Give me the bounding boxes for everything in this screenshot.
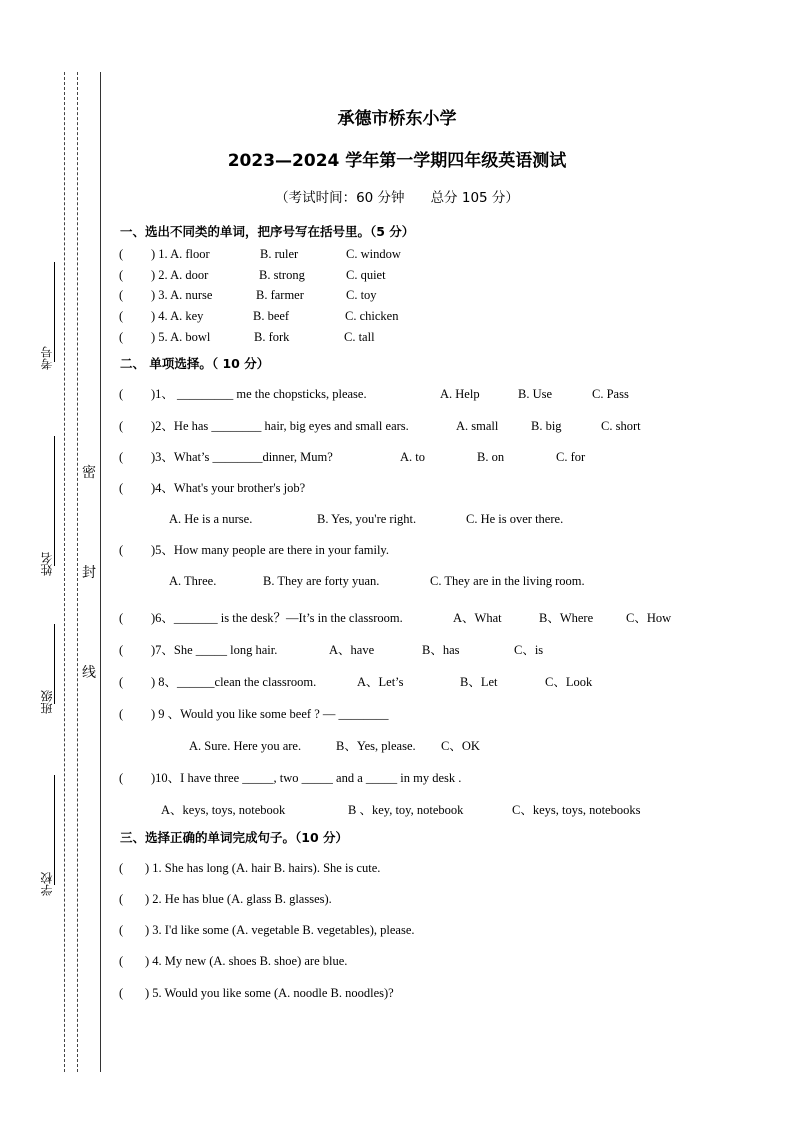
option-c: C. for (556, 450, 586, 464)
question-text: )7、She _____ long hair. (151, 643, 278, 657)
option-a: A、keys, toys, notebook (161, 803, 286, 817)
part3-heading: 三、选择正确的单词完成句子。（10 分） (120, 830, 348, 845)
option-c: C、OK (441, 739, 480, 753)
option-b: B. ruler (260, 247, 299, 261)
option-a: A. Sure. Here you are. (189, 739, 302, 753)
class-label: 班级 (40, 690, 54, 714)
option-a: A. He is a nurse. (169, 512, 253, 526)
name-label: 姓名 (40, 552, 54, 576)
exam-number-label: 考号 (40, 346, 54, 370)
option-b: B、has (422, 643, 460, 657)
seal-char-xian: 线 (82, 665, 96, 681)
question-text: ) 2. A. door (151, 268, 209, 282)
answer-bracket[interactable]: ( (119, 481, 124, 495)
option-a: A. Help (440, 387, 480, 401)
answer-bracket[interactable]: ( (119, 247, 124, 261)
exam-title: 2023—2024 学年第一学期四年级英语测试 (227, 151, 567, 171)
question-text: ) 1. She has long (A. hair B. hairs). She is cute. (145, 861, 381, 875)
option-b: B. big (531, 419, 562, 433)
answer-bracket[interactable]: ( (119, 543, 124, 557)
answer-bracket[interactable]: ( (119, 771, 124, 785)
exam-total: 总分 105 分） (430, 190, 519, 206)
question-text: ) 2. He has blue (A. glass B. glasses). (145, 892, 332, 906)
question-text: )5、How many people are there in your family. (151, 543, 390, 557)
question-text: )1、 _________ me the chopsticks, please. (151, 387, 367, 401)
option-c: C. toy (346, 288, 377, 302)
option-c: C、is (514, 643, 544, 657)
binding-solid-line (100, 72, 101, 1072)
option-c: C. He is over there. (466, 512, 564, 526)
option-c: C. short (601, 419, 641, 433)
option-b: B、Let (460, 675, 498, 689)
answer-bracket[interactable]: ( (119, 419, 124, 433)
class-field[interactable] (54, 624, 55, 704)
answer-bracket[interactable]: ( (119, 288, 124, 302)
option-b: B 、key, toy, notebook (348, 803, 464, 817)
question-text: ) 4. My new (A. shoes B. shoe) are blue. (145, 954, 348, 968)
option-b: B. They are forty yuan. (263, 574, 380, 588)
answer-bracket[interactable]: ( (119, 387, 124, 401)
option-b: B、Yes, please. (336, 739, 416, 753)
answer-bracket[interactable]: ( (119, 986, 124, 1000)
option-c: C、How (626, 611, 672, 625)
school-field[interactable] (54, 775, 55, 885)
answer-bracket[interactable]: ( (119, 643, 124, 657)
option-c: C. chicken (345, 309, 399, 323)
option-c: C、Look (545, 675, 593, 689)
answer-bracket[interactable]: ( (119, 707, 124, 721)
binding-dashed-line-right (77, 72, 78, 1072)
question-text: ) 5. Would you like some (A. noodle B. noodles)? (145, 986, 394, 1000)
option-b: B. strong (259, 268, 305, 282)
option-a: A. small (456, 419, 499, 433)
question-text: ) 5. A. bowl (151, 330, 211, 344)
part1-heading: 一、选出不同类的单词，把序号写在括号里。（5 分） (120, 224, 415, 239)
seal-char-feng: 封 (82, 565, 96, 581)
exam-number-field[interactable] (54, 262, 55, 362)
answer-bracket[interactable]: ( (119, 675, 124, 689)
option-a: A、What (453, 611, 502, 625)
answer-bracket[interactable]: ( (119, 861, 124, 875)
option-c: C. tall (344, 330, 375, 344)
answer-bracket[interactable]: ( (119, 954, 124, 968)
question-text: )2、He has ________ hair, big eyes and small ears. (151, 419, 409, 433)
option-c: C. Pass (592, 387, 629, 401)
name-field[interactable] (54, 436, 55, 566)
answer-bracket[interactable]: ( (119, 611, 124, 625)
exam-info (0, 186, 794, 206)
exam-time: （考试时间：60 分钟 (275, 190, 405, 206)
question-text: )6、_______ is the desk？—It’s in the classroom. (151, 611, 403, 625)
binding-dashed-line-left (64, 72, 65, 1072)
option-c: C、keys, toys, notebooks (512, 803, 641, 817)
question-text: )4、What's your brother's job? (151, 481, 306, 495)
option-b: B、Where (539, 611, 594, 625)
option-b: B. Use (518, 387, 553, 401)
question-text: )10、I have three _____, two _____ and a _____ in my desk . (151, 771, 462, 785)
question-text: )3、What’s ________dinner, Mum? (151, 450, 333, 464)
answer-bracket[interactable]: ( (119, 450, 124, 464)
answer-bracket[interactable]: ( (119, 892, 124, 906)
answer-bracket[interactable]: ( (119, 268, 124, 282)
option-b: B. Yes, you're right. (317, 512, 417, 526)
school-name: 承德市桥东小学 (337, 109, 457, 129)
part2-heading: 二、 单项选择。（ 10 分） (120, 356, 270, 371)
seal-char-mi: 密 (82, 465, 96, 481)
answer-bracket[interactable]: ( (119, 330, 124, 344)
option-a: A. Three. (169, 574, 217, 588)
option-b: B. farmer (256, 288, 304, 302)
option-c: C. window (346, 247, 401, 261)
question-text: ) 9 、Would you like some beef ? — ________ (151, 707, 389, 721)
question-text: ) 8、______clean the classroom. (151, 675, 317, 689)
option-a: A. to (400, 450, 425, 464)
option-a: A、Let’s (357, 675, 404, 689)
question-text: ) 3. A. nurse (151, 288, 213, 302)
answer-bracket[interactable]: ( (119, 309, 124, 323)
option-c: C. They are in the living room. (430, 574, 585, 588)
option-b: B. fork (254, 330, 290, 344)
option-a: A、have (329, 643, 375, 657)
option-c: C. quiet (346, 268, 386, 282)
question-text: ) 3. I'd like some (A. vegetable B. vegetables), please. (145, 923, 415, 937)
question-text: ) 4. A. key (151, 309, 204, 323)
question-text: ) 1. A. floor (151, 247, 210, 261)
option-b: B. beef (253, 309, 290, 323)
option-b: B. on (477, 450, 505, 464)
answer-bracket[interactable]: ( (119, 923, 124, 937)
school-label: 学校 (40, 872, 54, 896)
